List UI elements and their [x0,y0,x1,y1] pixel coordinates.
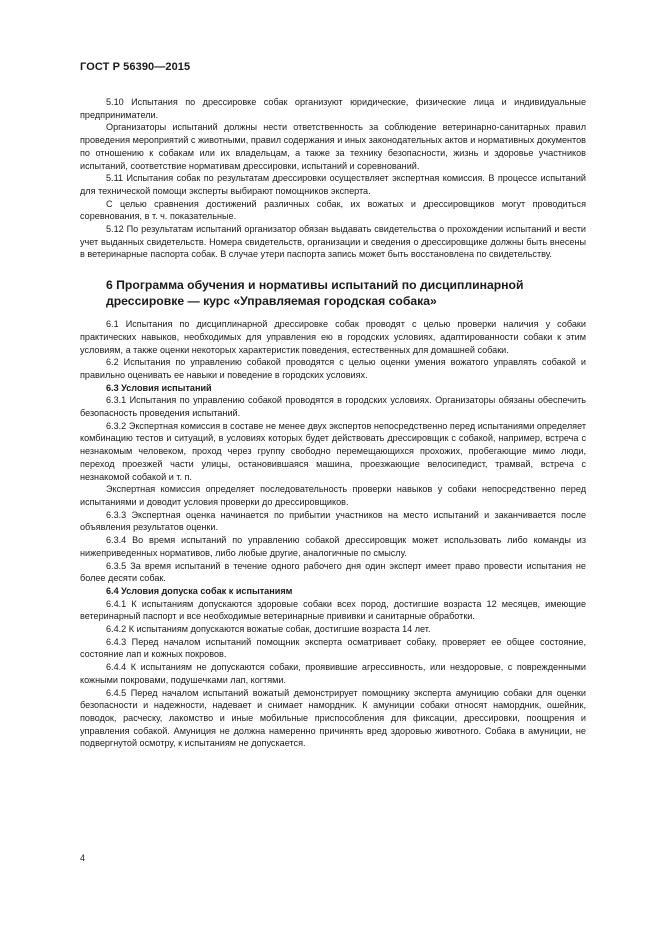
section-6-heading: 6 Программа обучения и нормативы испытаний по дисциплинарной дрессировке — курс «Управляемая городская собака» [106,278,524,308]
paragraph-6-4-4: 6.4.4 К испытаниям не допускаются собаки, проявившие агрессивность, или нездоровые, с поврежденными кожными покровами, подушечками лап, когтями. [80,662,586,685]
paragraph-6-4-3: 6.4.3 Перед началом испытаний помощник эксперта осматривает собаку, проверяет ее общее состояние, состояние лап и кожных покровов. [80,636,586,660]
paragraph-expert-commission: Экспертная комиссия определяет последовательность проверки навыков у собаки непосредственно перед испытаниями и доводит условия проверки до дрессировщиков. [80,484,586,507]
paragraph-5-12: 5.12 По результатам испытаний организатор обязан выдавать свидетельства о прохождении испытаний и вести учет выданных свидетельств. Номера свидетельств, организации и сведения о дрессировщике должны быть внесены в ветеринарные паспорта собак. В случае утери паспорта запись может быть восстановлена по свидетельству. [80,224,586,260]
paragraph-6-4-5: 6.4.5 Перед началом испытаний вожатый демонстрирует помощнику эксперта амуницию собаки для оценки безопасности и надежности, надевает и снимает намордник. К амуниции собаки относят намордник, ошейник, поводок, расческу, лакомство и иные мобильные приспособления для фиксации, дрессировки, поощрения и управления собакой. Амуниция не должна намеренно причинять вред здоровью животного. Собака в амуниции, не подвергнутой осмотру, к испытаниям не допускается. [80,687,586,749]
subsection-6-4-heading: 6.4 Условия допуска собак к испытаниям [106,585,293,596]
paragraph-6-3-1: 6.3.1 Испытания по управлению собакой проводятся в городских условиях. Организаторы обязаны обеспечить безопасность проведения испытаний. [80,395,586,419]
paragraph-organizers: Организаторы испытаний должны нести ответственность за соблюдение ветеринарно-санитарных правил проведения мероприятий с животными, правил содержания и иных законодательных актов и нормативных документов по отношению к собакам или их владельцам, а также за технику безопасности, жизнь и здоровье участников испытаний, соответствие нормативам дрессировки, испытаний и соревнований. [80,122,586,171]
standard-header: ГОСТ Р 56390—2015 [80,61,191,73]
paragraph-5-11: 5.11 Испытания собак по результатам дрессировки осуществляет экспертная комиссия. В процессе испытаний для технической помощи эксперты выбирают помощников эксперта. [80,173,586,196]
paragraph-6-3-4: 6.3.4 Во время испытаний по управлению собакой дрессировщик может использовать либо команды из нижеприведенных нормативов, либо любые другие, аналогичные по смыслу. [80,535,586,558]
paragraph-6-3-5: 6.3.5 За время испытаний в течение одного рабочего дня один эксперт имеет право провести испытания не более десяти собак. [80,560,586,584]
paragraph-competitions: С целью сравнения достижений различных собак, их вожатых и дрессировщиков могут проводиться соревнования, в т. ч. показательные. [80,198,586,222]
paragraph-6-2: 6.2 Испытания по управлению собакой проводятся с целью оценки умения вожатого управлять собакой и правильно оценивать ее навыки и поведение в городских условиях. [80,357,586,380]
paragraph-6-1: 6.1 Испытания по дисциплинарной дрессировке собак проводят с целью проверки наличия у собаки практических навыков, необходимых для управления ею в городских условиях, адаптированности собаки к этим условиям, а также оценки некоторых характеристик поведения, естественных для домашней собаки. [80,319,586,355]
page-content [80,96,586,750]
page-number: 4 [80,853,86,863]
paragraph-6-3-3: 6.3.3 Экспертная оценка начинается по прибытии участников на место испытаний и заканчивается после объявления результатов оценки. [80,509,586,533]
paragraph-6-4-1: 6.4.1 К испытаниям допускаются здоровые собаки всех пород, достигшие возраста 12 месяцев, имеющие ветеринарный паспорт и все необходимые ветеринарные прививки и санитарные обработки. [80,598,586,622]
subsection-6-3-heading: 6.3 Условия испытаний [106,382,212,393]
paragraph-5-10: 5.10 Испытания по дрессировке собак организуют юридические, физические лица и индивидуальные предприниматели. [80,97,586,120]
paragraph-6-4-2: 6.4.2 К испытаниям допускаются вожатые собак, достигшие возраста 14 лет. [106,624,431,635]
paragraph-6-3-2: 6.3.2 Экспертная комиссия в составе не менее двух экспертов непосредственно перед испытаниями определяет комбинацию тестов и ситуаций, в условиях которых будет действовать дрессировщик с собакой, например, встреча с незнакомым человеком, проход через группу свободно перемещающихся прохожих, пробегающие мимо люди, переход проезжей части улицы, остановившаяся машина, проезжающие велосипедист, трамвай, встреча с незнакомой собакой и т. п. [80,420,586,482]
